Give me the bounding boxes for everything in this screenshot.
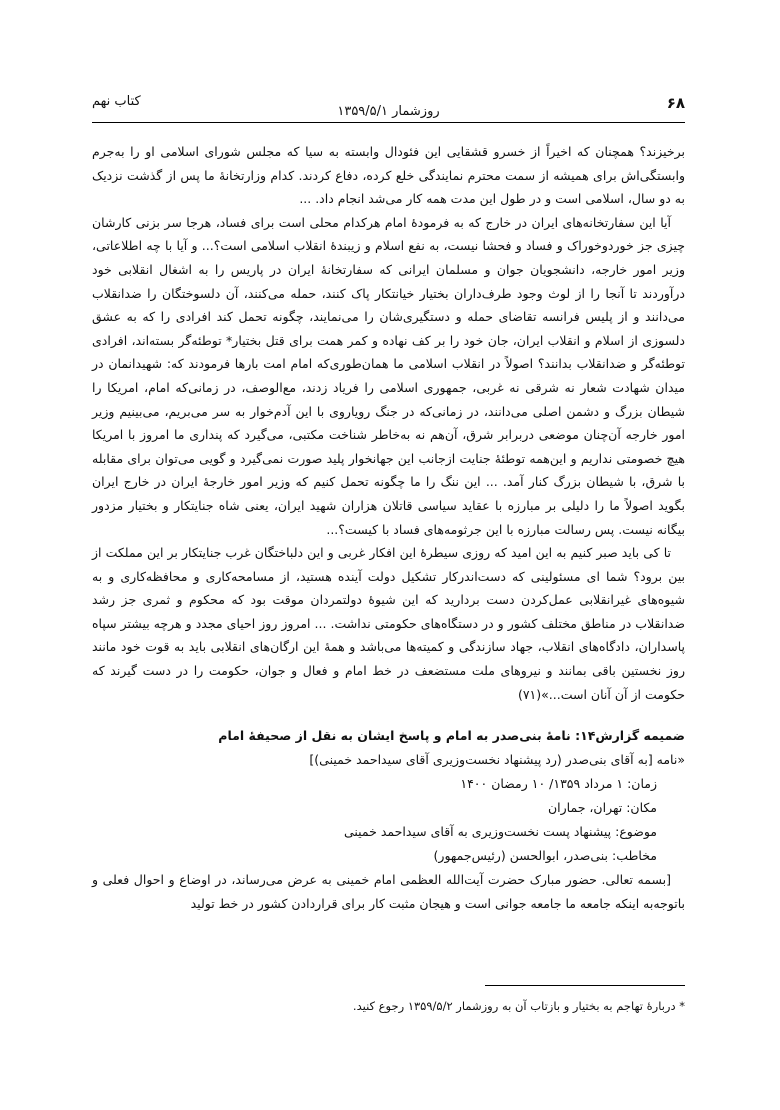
paragraph-2: آیا این سفارتخانه‌های ایران در خارج که به فرمودهٔ امام هرکدام محلی است برای فساد، هرجا سر بزنی کارشان چیزی جز خوردوخوراک و فساد و فحشا نیست، به نفع اسلام و زیبندهٔ انقلاب اسلامی است؟... و آیا با چه اطلاعاتی، وزیر امور خارجه، دانشجویان جوان و مسلمان ایرانی که سفارتخانهٔ ایران در پاریس را به اشغال انقلابی خود درآوردند تا آنجا را از لوث وجود طرف‌داران بختیار خیانتکار پاک کنند، حمله می‌کنند، آن دلسوختگان را ضدانقلاب می‌دانند و از پلیس فرانسه تقاضای حمله و دستگیری‌شان را می‌نمایند، چگونه تحمل کند افرادی را که به عشق دلسوزی از اسلام و انقلاب ایران، جان خود را بر کف نهاده و کمر همت برای قتل بختیار* توطئه‌گر بسته‌اند، افرادی توطئه‌گر و ضدانقلاب بدانند؟ اصولاً در انقلاب اسلامی ما همان‌طوری‌که امام امت بارها فرمودند که: شهیدانمان در میدان شهادت شعار نه شرقی نه غربی، جمهوری اسلامی را فریاد زدند، مع‌الوصف، در زمانی‌که امام، امریکا را شیطان بزرگ و دشمن اصلی می‌دانند، در زمانی‌که در جنگ رویاروی با این آدم‌خوار به سر می‌بریم، می‌بینیم وزیر امور خارجه آن‌چنان موضعی دربرابر شرق، آن‌هم نه به‌خاطر شناخت مکتبی، می‌گیرد که پنداری ما امروز با امریکا هیچ خصومتی نداریم و این‌همه توطئهٔ جنایت ازجانب این جهانخوار پلید صورت نمی‌گیرد و گویی می‌توان برای مقابله با شرق، با شیطان بزرگ کنار آمد. ... این ننگ را ما چگونه تحمل کنیم که وزیر امور خارجهٔ ایران در خارج ایران بگوید اصولاً ما را دلیلی بر مبارزه با عقاید سیاسی قاتلان هزاران شهید ایران، یعنی شاه جنایتکار و بختیار مزدور بیگانه نیست. پس رسالت مبارزه با این جرثومه‌های فساد با کیست؟...: [92, 214, 685, 537]
annex-date: زمان: ۱ مرداد ۱۳۵۹/ ۱۰ رمضان ۱۴۰۰: [460, 776, 657, 792]
footnote: * دربارهٔ تهاجم به بختیار و بازتاب آن به روزشمار ۱۳۵۹/۵/۲ رجوع کنید.: [352, 999, 685, 1013]
running-title: روزشمار ۱۳۵۹/۵/۱: [337, 104, 440, 119]
annex-place: مکان: تهران، جماران: [547, 800, 657, 816]
page-header: [92, 92, 685, 123]
paragraph-3: تا کی باید صبر کنیم به این امید که روزی سیطرهٔ این افکار غربی و این دلباختگان غرب جنایتکار بر این مملکت از بین برود؟ شما ای مسئولینی که دست‌اندرکار تشکیل دولت آینده هستید، از مسامحه‌کاری و محافظه‌کاری و به شیوه‌های غیرانقلابی عمل‌کردن دست بردارید که این شیوهٔ دولتمردان موقت بود که محکوم و ثمری جز رشد ضدانقلاب در مناطق مختلف کشور و در دستگاه‌های حکومتی نداشت. ... امروز روز احیای مجدد و هرچه بیشتر سپاه پاسداران، دادگاه‌های انقلاب، جهاد سازندگی و کمیته‌ها می‌باشد و همهٔ این ارگان‌های انقلابی باید به قوت خود مانند روز نخستین باقی بمانند و نیروهای ملت مستضعف در خط امام و فعال و جوان، حکومت را در دست گیرند که حکومت از آن آنان است...»(۷۱): [92, 545, 685, 702]
annex-body: [بسمه تعالی. حضور مبارک حضرت آیت‌الله العظمی امام خمینی به عرض می‌رساند، در اوضاع و احوال فعلی و باتوجه‌به اینکه جامعه ما جامعه جوانی است و هیجان مثبت کار برای قراردادن کشور در خط تولید: [92, 872, 685, 911]
annex-title: ضمیمه گزارش۱۴: نامهٔ بنی‌صدر به امام و پاسخ ایشان به نقل از صحیفهٔ امام: [218, 728, 685, 744]
page-number: ۶۸: [666, 94, 685, 112]
page-body: [92, 140, 685, 915]
book-title: کتاب نهم: [92, 94, 141, 109]
footnote-divider: [485, 985, 685, 986]
annex-subtitle: «نامه [به آقای بنی‌صدر (رد پیشنهاد نخست‌وزیری آقای سیداحمد خمینی)]: [309, 752, 685, 768]
paragraph-1: برخیزند؟ همچنان که اخیراً از خسرو قشقایی این فئودال وابسته به سیا که مجلس شورای اسلامی او را به‌جرم وابستگی‌اش برای همیشه از سمت محترم نمایندگی خلع کرده، دفاع کردند. کدام وزارتخانهٔ ما پس از گذشت نزدیک به دو سال، اسلامی است و در طول این مدت همه کار می‌شد انجام داد. ...: [92, 144, 685, 207]
annex-addressee: مخاطب: بنی‌صدر، ابوالحسن (رئیس‌جمهور): [433, 848, 657, 864]
annex-subject: موضوع: پیشنهاد پست نخست‌وزیری به آقای سیداحمد خمینی: [343, 824, 657, 840]
